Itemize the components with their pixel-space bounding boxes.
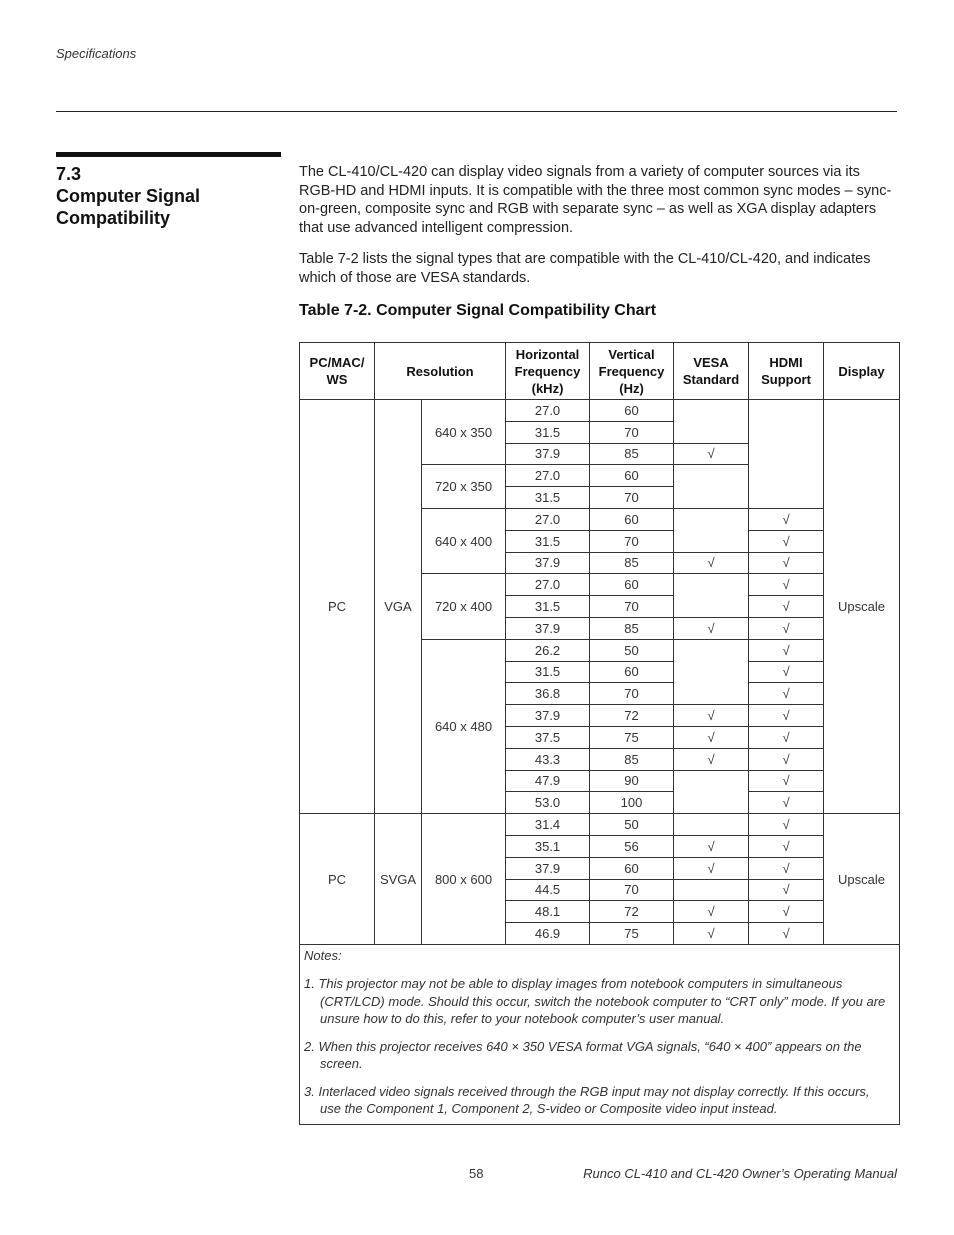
horizontal-frequency-cell: 27.0 <box>506 508 590 530</box>
hdmi-cell: √ <box>749 705 824 727</box>
hdmi-cell: √ <box>749 683 824 705</box>
hdmi-cell: √ <box>749 857 824 879</box>
horizontal-frequency-cell: 26.2 <box>506 639 590 661</box>
resolution-cell: 720 x 350 <box>422 465 506 509</box>
horizontal-frequency-cell: 44.5 <box>506 879 590 901</box>
section-heading <box>56 163 281 229</box>
vesa-cell <box>674 465 749 509</box>
horizontal-frequency-cell: 27.0 <box>506 465 590 487</box>
hdmi-cell: √ <box>749 835 824 857</box>
hdmi-cell: √ <box>749 596 824 618</box>
horizontal-frequency-cell: 37.9 <box>506 857 590 879</box>
hdmi-cell <box>749 400 824 509</box>
horizontal-frequency-cell: 47.9 <box>506 770 590 792</box>
vesa-cell: √ <box>674 726 749 748</box>
vertical-frequency-cell: 60 <box>590 400 674 422</box>
horizontal-frequency-cell: 31.4 <box>506 814 590 836</box>
platform-cell: PC <box>300 400 375 814</box>
header-vertical-frequency: Vertical Frequency (Hz) <box>590 343 674 400</box>
vertical-frequency-cell: 70 <box>590 879 674 901</box>
vesa-cell <box>674 770 749 814</box>
hdmi-cell: √ <box>749 901 824 923</box>
horizontal-frequency-cell: 53.0 <box>506 792 590 814</box>
vertical-frequency-cell: 72 <box>590 901 674 923</box>
vertical-frequency-cell: 50 <box>590 639 674 661</box>
compatibility-table <box>299 342 900 1125</box>
resolution-cell: 640 x 400 <box>422 508 506 573</box>
hdmi-cell: √ <box>749 661 824 683</box>
note-3: 3. Interlaced video signals received through the RGB input may not display correctly. If this occurs, use the Component 1, Component 2, S-video or Composite video input instead. <box>304 1083 870 1117</box>
display-cell: Upscale <box>824 814 900 945</box>
header-horizontal-frequency: Horizontal Frequency (kHz) <box>506 343 590 400</box>
table-title: Table 7-2. Computer Signal Compatibility Chart <box>299 302 657 319</box>
notes-row <box>300 944 900 1124</box>
vesa-cell: √ <box>674 705 749 727</box>
section-title-line-1: Computer Signal <box>56 186 201 206</box>
vertical-frequency-cell: 70 <box>590 683 674 705</box>
header-hdmi-support: HDMI Support <box>749 343 824 400</box>
horizontal-frequency-cell: 31.5 <box>506 421 590 443</box>
resolution-cell: 800 x 600 <box>422 814 506 945</box>
hdmi-cell: √ <box>749 617 824 639</box>
manual-title: Runco CL-410 and CL-420 Owner’s Operating Manual <box>583 1166 897 1181</box>
notes-cell <box>300 944 900 1124</box>
horizontal-frequency-cell: 37.9 <box>506 617 590 639</box>
vertical-frequency-cell: 75 <box>590 726 674 748</box>
horizontal-frequency-cell: 43.3 <box>506 748 590 770</box>
platform-cell: PC <box>300 814 375 945</box>
hdmi-cell: √ <box>749 748 824 770</box>
vertical-frequency-cell: 60 <box>590 661 674 683</box>
table-header-row <box>300 343 900 400</box>
horizontal-frequency-cell: 37.5 <box>506 726 590 748</box>
horizontal-frequency-cell: 35.1 <box>506 835 590 857</box>
vesa-cell: √ <box>674 748 749 770</box>
hdmi-cell: √ <box>749 770 824 792</box>
horizontal-frequency-cell: 27.0 <box>506 574 590 596</box>
horizontal-frequency-cell: 27.0 <box>506 400 590 422</box>
vesa-cell: √ <box>674 835 749 857</box>
vertical-frequency-cell: 60 <box>590 508 674 530</box>
vesa-cell <box>674 814 749 836</box>
hdmi-cell: √ <box>749 792 824 814</box>
header-resolution: Resolution <box>375 343 506 400</box>
vertical-frequency-cell: 70 <box>590 487 674 509</box>
hdmi-cell: √ <box>749 639 824 661</box>
table-reference-paragraph: Table 7-2 lists the signal types that are compatible with the CL-410/CL-420, and indicates which of those are VESA standards. <box>299 251 871 286</box>
vesa-cell <box>674 574 749 618</box>
vesa-cell: √ <box>674 901 749 923</box>
note-1: 1. This projector may not be able to display images from notebook computers in simultaneous (CRT/LCD) mode. Should this occur, switch the notebook computer to “CRT only” mode. If you are unsure how to do this, refer to your notebook computer’s user manual. <box>304 976 886 1027</box>
vertical-frequency-cell: 60 <box>590 465 674 487</box>
running-head: Specifications <box>56 46 137 61</box>
table-row <box>300 400 900 422</box>
vesa-cell: √ <box>674 617 749 639</box>
note-2: 2. When this projector receives 640 × 350 VESA format VGA signals, “640 × 400” appears on the screen. <box>304 1038 862 1072</box>
vesa-cell: √ <box>674 552 749 574</box>
vertical-frequency-cell: 85 <box>590 443 674 465</box>
hdmi-cell: √ <box>749 530 824 552</box>
vertical-frequency-cell: 70 <box>590 530 674 552</box>
header-vesa-standard: VESA Standard <box>674 343 749 400</box>
notes-heading: Notes: <box>304 947 342 963</box>
resolution-cell: 640 x 480 <box>422 639 506 813</box>
horizontal-frequency-cell: 31.5 <box>506 530 590 552</box>
horizontal-frequency-cell: 36.8 <box>506 683 590 705</box>
top-rule <box>56 111 897 112</box>
intro-paragraph: The CL-410/CL-420 can display video signals from a variety of computer sources via its RGB-HD and HDMI inputs. It is compatible with the three most common sync modes – sync-on-green, composite sync and RGB with separate sync – as well as XGA display adapters that use advanced intelligent compression. <box>299 164 892 236</box>
horizontal-frequency-cell: 48.1 <box>506 901 590 923</box>
vesa-cell: √ <box>674 443 749 465</box>
header-display: Display <box>824 343 900 400</box>
vertical-frequency-cell: 90 <box>590 770 674 792</box>
horizontal-frequency-cell: 31.5 <box>506 487 590 509</box>
hdmi-cell: √ <box>749 508 824 530</box>
vesa-cell <box>674 400 749 444</box>
hdmi-cell: √ <box>749 814 824 836</box>
vertical-frequency-cell: 72 <box>590 705 674 727</box>
hdmi-cell: √ <box>749 726 824 748</box>
vesa-cell: √ <box>674 857 749 879</box>
vesa-cell <box>674 639 749 704</box>
table-row <box>300 814 900 836</box>
hdmi-cell: √ <box>749 574 824 596</box>
vertical-frequency-cell: 85 <box>590 552 674 574</box>
standard-cell: VGA <box>375 400 422 814</box>
vertical-frequency-cell: 70 <box>590 421 674 443</box>
hdmi-cell: √ <box>749 552 824 574</box>
header-pc-mac-ws: PC/MAC/ WS <box>300 343 375 400</box>
hdmi-cell: √ <box>749 879 824 901</box>
vertical-frequency-cell: 85 <box>590 617 674 639</box>
vertical-frequency-cell: 56 <box>590 835 674 857</box>
vertical-frequency-cell: 60 <box>590 574 674 596</box>
horizontal-frequency-cell: 46.9 <box>506 923 590 945</box>
vertical-frequency-cell: 60 <box>590 857 674 879</box>
section-bar <box>56 152 281 157</box>
resolution-cell: 720 x 400 <box>422 574 506 639</box>
standard-cell: SVGA <box>375 814 422 945</box>
vertical-frequency-cell: 50 <box>590 814 674 836</box>
horizontal-frequency-cell: 37.9 <box>506 552 590 574</box>
hdmi-cell: √ <box>749 923 824 945</box>
vertical-frequency-cell: 85 <box>590 748 674 770</box>
vesa-cell <box>674 508 749 552</box>
horizontal-frequency-cell: 37.9 <box>506 443 590 465</box>
vesa-cell: √ <box>674 923 749 945</box>
horizontal-frequency-cell: 31.5 <box>506 596 590 618</box>
horizontal-frequency-cell: 31.5 <box>506 661 590 683</box>
display-cell: Upscale <box>824 400 900 814</box>
vesa-cell <box>674 879 749 901</box>
resolution-cell: 640 x 350 <box>422 400 506 465</box>
vertical-frequency-cell: 70 <box>590 596 674 618</box>
page-number: 58 <box>469 1166 484 1181</box>
horizontal-frequency-cell: 37.9 <box>506 705 590 727</box>
vertical-frequency-cell: 75 <box>590 923 674 945</box>
section-title-line-2: Compatibility <box>56 208 171 228</box>
vertical-frequency-cell: 100 <box>590 792 674 814</box>
section-number: 7.3 <box>56 164 82 184</box>
